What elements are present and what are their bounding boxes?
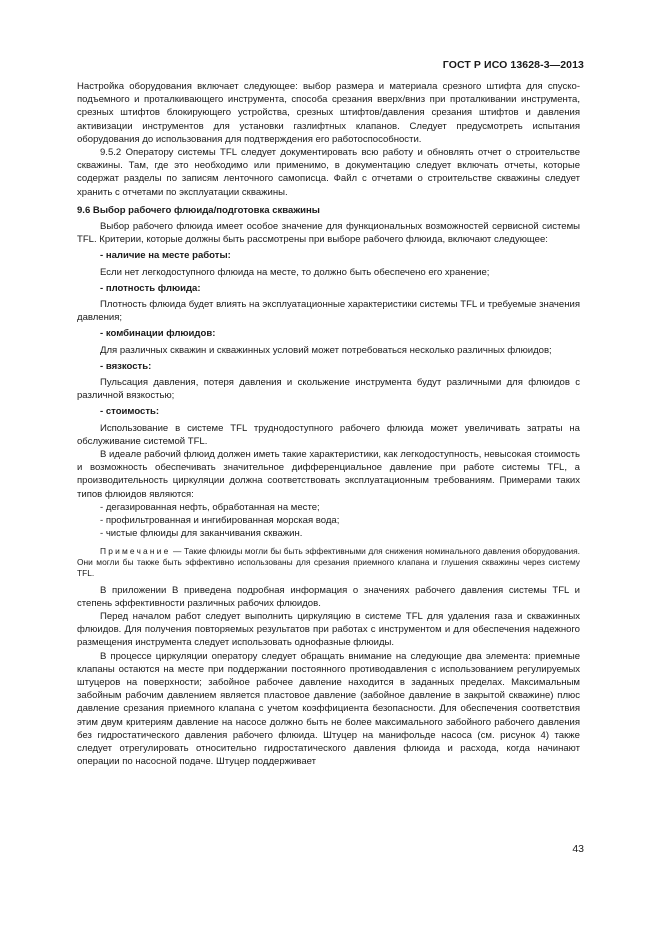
paragraph: Плотность флюида будет влиять на эксплуатационные характеристики системы TFL и требуемые значения давления; [77,299,580,324]
document-body [77,80,580,768]
paragraph: Выбор рабочего флюида имеет особое значение для функциональных возможностей сервисной системы TFL. Критерии, которые должны быть рассмотрены при выборе рабочего флюида, включают следующее: [77,221,580,246]
criterion-heading: - плотность флюида: [100,282,201,294]
page-number: 43 [572,843,584,855]
paragraph: В приложении B приведена подробная информация о значениях рабочего давления системы TFL и степень эффективности различных рабочих флюидов. [77,584,580,609]
list-item: - дегазированная нефть, обработанная на месте; [100,501,320,513]
list-item: - профильтрованная и ингибированная морская вода; [100,515,340,527]
note [77,546,580,579]
criterion-heading: - вязкость: [100,360,152,372]
section-heading: 9.6 Выбор рабочего флюида/подготовка скважины [77,204,320,216]
criterion-heading: - наличие на месте работы: [100,250,231,262]
note-text: — Такие флюиды могли бы быть эффективными для снижения номинального давления оборудования. Они могли бы также быть эффективно использованы для срезания приемного клапана и глушения скважины через систему TFL. [77,545,580,578]
paragraph: Пульсация давления, потеря давления и скольжение инструмента будут различными для флюидов с различной вязкостью; [77,377,580,402]
paragraph: Перед началом работ следует выполнить циркуляцию в системе TFL для удаления газа и скважинных флюидов. Для получения повторяемых результатов при работах с инструментом и для обеспечения надежного размещения инструмента следует использовать однофазные флюиды. [77,610,580,649]
note-label: Примечание [100,545,171,556]
paragraph: Настройка оборудования включает следующее: выбор размера и материала срезного штифта для спуско-подъемного и проталкивающего инструмента, способа срезания вверх/вниз при проталкивании инструмента, срезных штифтов блокирующего устройства, срезных штифтов/давления срезания штифтов и давления активизации инструментов для установки газлифтных клапанов. Следует предусмотреть испытания оборудования до использования для подтверждения его работоспособности. [77,81,580,145]
document-header: ГОСТ Р ИСО 13628-3—2013 [442,59,584,71]
paragraph: 9.5.2 Оператору системы TFL следует документировать всю работу и обновлять отчет о строительстве скважины. Там, где это необходимо или применимо, в документацию следует включать отчеты, которые содержат разделы по записям ленточного самописца. Файл с отчетами о строительстве скважины следует хранить с отчетами по эксплуатации скважины. [77,147,580,198]
criterion-heading: - стоимость: [100,406,160,418]
paragraph: Использование в системе TFL труднодоступного рабочего флюида может увеличивать затраты на обслуживание системой TFL. [77,422,580,447]
paragraph: В процессе циркуляции оператору следует обращать внимание на следующие два элемента: приемные клапаны остаются на месте при поддержании постоянного противодавления с использованием регулируемых штуцеров на поверхности; забойное рабочее давление находится в заданных пределах. Максимальным забойным рабочим давлением является пластовое давление (забойное давление в закрытой скважине) плюс давление срезания приемного клапана с учетом коэффициента безопасности. Для обеспечения соответствия этим двум критериям давление на насосе должно быть не более максимального забойного рабочего давления без гидростатического давления рабочего флюида. Штуцер на манифольде насоса (см. рисунок 4) также следует отрегулировать относительно гидростатического давления флюида и расхода, когда начинают операции по насосной подаче. Штуцер поддерживает [77,650,580,768]
paragraph: Если нет легкодоступного флюида на месте, то должно быть обеспечено его хранение; [100,266,490,278]
paragraph: Для различных скважин и скважинных условий может потребоваться несколько различных флюидов; [100,344,552,356]
criterion-heading: - комбинации флюидов: [100,328,216,340]
list-item: - чистые флюиды для заканчивания скважин. [100,528,303,540]
paragraph: В идеале рабочий флюид должен иметь такие характеристики, как легкодоступность, невысокая стоимость и возможность обеспечивать значительное дифференциальное давление при работе системы TFL, а производительность циркуляции должна соответствовать эксплуатационным требованиям. Примерами таких типов флюидов являются: [77,449,580,500]
